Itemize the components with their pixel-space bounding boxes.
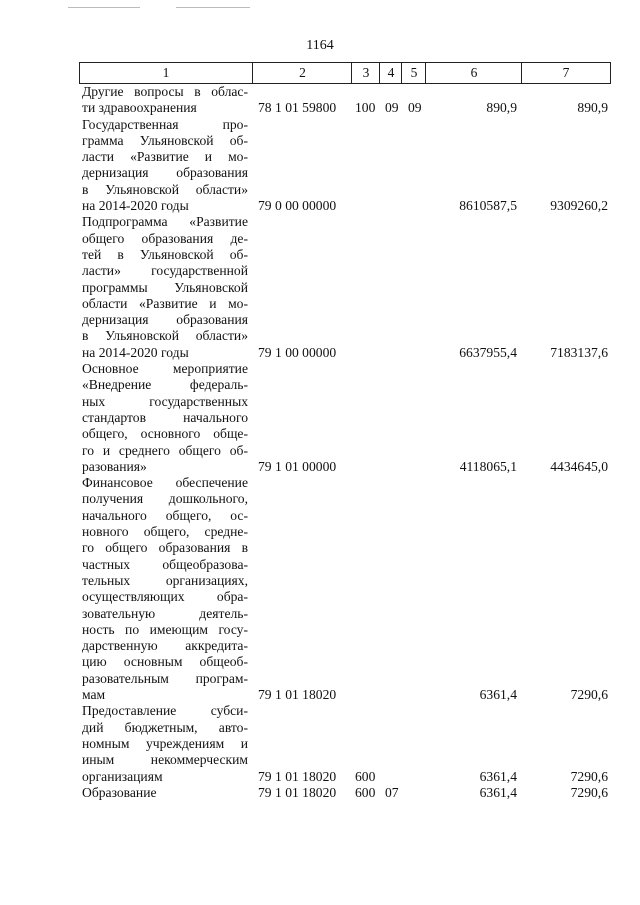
amount-col-6: 6361,4	[479, 768, 517, 784]
amount-col-6: 6637955,4	[459, 344, 517, 360]
amount-col-6: 6361,4	[479, 687, 517, 703]
amount-col-6: 6361,4	[479, 784, 517, 800]
description-line: Основное мероприятие	[82, 361, 248, 377]
header-col-1: 1	[162, 65, 170, 80]
description-line: Финансовое обеспечение	[82, 475, 248, 491]
description-line: получения дошкольного,	[82, 491, 248, 507]
header-col-5: 5	[401, 63, 426, 83]
budget-code: 79 0 00 00000	[258, 198, 337, 214]
description-line: грамма Ульяновской об-	[82, 132, 248, 148]
description-line: «Внедрение федераль-	[82, 377, 248, 393]
header-col-6: 6	[425, 63, 522, 83]
description-line: дернизация образования	[82, 312, 248, 328]
description-line: организациям	[82, 768, 163, 784]
description-line: ти здравоохранения	[82, 100, 197, 116]
amount-col-6: 4118065,1	[459, 458, 517, 474]
page-number: 1164	[306, 38, 334, 53]
budget-code: 79 1 01 18020	[258, 687, 337, 703]
description-line: Государственная про-	[82, 116, 248, 132]
description-line: Образование	[82, 784, 157, 800]
description-line: общего образования де-	[82, 230, 248, 246]
amount-col-7: 7290,6	[570, 768, 608, 784]
section: 07	[385, 784, 399, 800]
amount-col-6: 890,9	[486, 100, 517, 116]
row-description	[82, 361, 248, 475]
description-line: новного общего, средне-	[82, 524, 248, 540]
row-description	[82, 214, 248, 361]
description-line: частных общеобразова-	[82, 556, 248, 572]
expense-type: 100	[355, 100, 376, 116]
amount-col-7: 9309260,2	[550, 198, 608, 214]
description-line: Подпрограмма «Развитие	[82, 214, 248, 230]
scan-mark	[68, 7, 140, 8]
expense-type: 600	[355, 768, 376, 784]
amount-col-6: 8610587,5	[459, 198, 517, 214]
amount-col-7: 7183137,6	[550, 344, 608, 360]
description-line: мам	[82, 687, 106, 703]
budget-code: 78 1 01 59800	[258, 100, 337, 116]
budget-code: 79 1 01 18020	[258, 784, 337, 800]
header-col-4: 4	[379, 63, 402, 83]
description-line: тельных организациях,	[82, 572, 248, 588]
description-line: го и среднего общего об-	[82, 442, 248, 458]
description-line: тей в Ульяновской об-	[82, 246, 248, 262]
amount-col-7: 4434645,0	[550, 458, 608, 474]
description-line: на 2014-2020 годы	[82, 344, 189, 360]
row-description	[82, 117, 248, 215]
description-line: Предоставление субси-	[82, 703, 248, 719]
header-col-2: 2	[252, 63, 352, 83]
header-col-7: 7	[521, 63, 610, 83]
description-line: в Ульяновской области»	[82, 181, 248, 197]
description-line: на 2014-2020 годы	[82, 198, 189, 214]
subsection: 09	[408, 100, 422, 116]
description-line: начального общего, ос-	[82, 507, 248, 523]
amount-col-7: 7290,6	[570, 687, 608, 703]
budget-code: 79 1 00 00000	[258, 344, 337, 360]
description-line: общего, основного обще-	[82, 426, 248, 442]
amount-col-7: 890,9	[577, 100, 608, 116]
description-line: программы Ульяновской	[82, 279, 248, 295]
description-line: ных государственных	[82, 393, 248, 409]
description-line: цию основным общеоб-	[82, 654, 248, 670]
description-line: стандартов начального	[82, 409, 248, 425]
description-line: разования»	[82, 458, 147, 474]
expense-type: 600	[355, 784, 376, 800]
description-line: ласти» государственной	[82, 263, 248, 279]
description-line: ласти «Развитие и мо-	[82, 149, 248, 165]
description-line: в Ульяновской области»	[82, 328, 248, 344]
section: 09	[385, 100, 399, 116]
description-line: разовательным програм-	[82, 670, 248, 686]
row-description	[82, 703, 248, 784]
description-line: номным учреждениям и	[82, 735, 248, 751]
description-line: области «Развитие и мо-	[82, 295, 248, 311]
row-description	[82, 475, 248, 703]
description-line: зовательную деятель-	[82, 605, 248, 621]
header-col-3: 3	[351, 63, 380, 83]
budget-code: 79 1 01 00000	[258, 458, 337, 474]
row-description	[82, 84, 248, 117]
scan-mark	[176, 7, 250, 8]
amount-col-7: 7290,6	[570, 784, 608, 800]
row-description	[82, 785, 248, 801]
description-line: дий бюджетным, авто-	[82, 719, 248, 735]
description-line: го общего образования в	[82, 540, 248, 556]
description-line: Другие вопросы в облас-	[82, 84, 248, 99]
budget-code: 79 1 01 18020	[258, 768, 337, 784]
description-line: дарственную аккредита-	[82, 638, 248, 654]
description-line: дернизация образования	[82, 165, 248, 181]
description-line: иным некоммерческим	[82, 752, 248, 768]
description-line: ность по имеющим госу-	[82, 621, 248, 637]
description-line: осуществляющих обра-	[82, 589, 248, 605]
table-header	[79, 62, 611, 84]
